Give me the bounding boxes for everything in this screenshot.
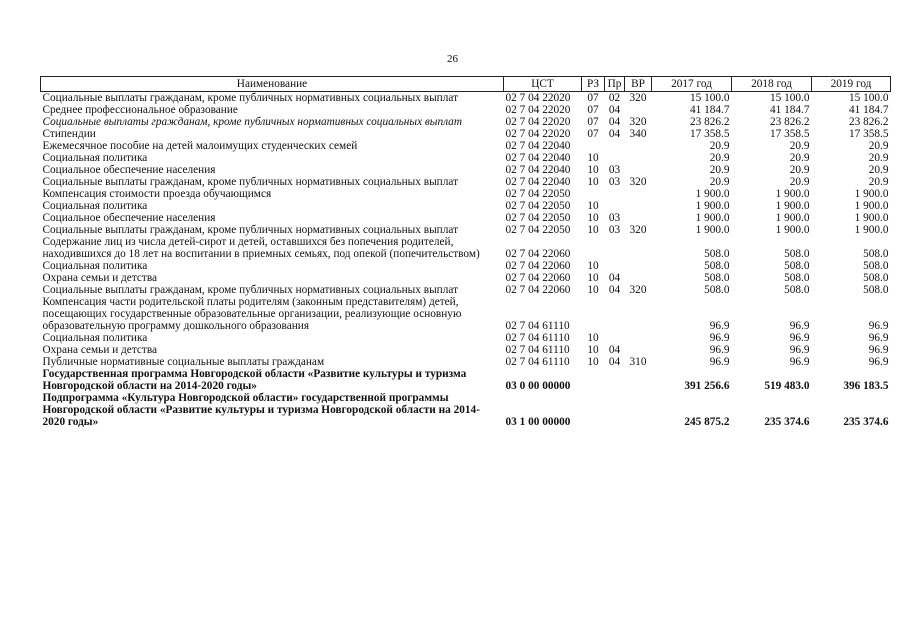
- cell-name: Ежемесячное пособие на детей малоимущих студенческих семей: [42, 140, 358, 152]
- cell-vr: [625, 272, 652, 284]
- cell-cst: 02 7 04 61110: [505, 356, 570, 368]
- table-row: [41, 392, 891, 428]
- table-row: [41, 128, 891, 140]
- cell-y2017: 15 100.0: [689, 92, 730, 104]
- table-row: [41, 260, 891, 272]
- cell-pr: 04: [608, 272, 621, 284]
- table-row: [41, 140, 891, 152]
- cell-vr: 340: [629, 128, 647, 140]
- cell-y2017: 245 875.2: [684, 416, 730, 428]
- cell-y2019: 235 374.6: [843, 416, 889, 428]
- table-row: [41, 368, 891, 392]
- cell-pr: [605, 152, 625, 164]
- cell-y2019: 396 183.5: [843, 380, 889, 392]
- cell-name: Социальные выплаты гражданам, кроме публичных нормативных социальных выплат: [42, 116, 462, 128]
- cell-rz: 10: [587, 200, 599, 212]
- cell-pr: [605, 332, 625, 344]
- cell-y2017: 1 900.0: [695, 212, 730, 224]
- cell-vr: 320: [629, 224, 647, 236]
- table-row: [41, 152, 891, 164]
- cell-y2018: 20.9: [789, 176, 810, 188]
- cell-y2019: 20.9: [868, 176, 889, 188]
- cell-pr: 04: [608, 284, 621, 296]
- cell-vr: [625, 200, 652, 212]
- cell-cst: 02 7 04 22040: [505, 152, 571, 164]
- cell-cst: 02 7 04 22060: [505, 284, 571, 296]
- cell-vr: [625, 368, 652, 392]
- header-2019: 2019 год: [812, 77, 891, 92]
- header-cst: ЦСТ: [504, 77, 582, 92]
- cell-pr: 04: [608, 344, 621, 356]
- cell-y2019: 96.9: [868, 344, 889, 356]
- cell-rz: 10: [587, 284, 599, 296]
- cell-rz: 07: [587, 116, 599, 128]
- cell-y2018: 508.0: [784, 284, 810, 296]
- cell-rz: [582, 368, 605, 392]
- cell-y2018: 41 184.7: [769, 104, 810, 116]
- cell-y2019: 96.9: [868, 320, 889, 332]
- cell-y2017: 23 826.2: [689, 116, 730, 128]
- cell-pr: 03: [608, 164, 621, 176]
- budget-table: [40, 76, 891, 428]
- cell-rz: 10: [587, 356, 599, 368]
- cell-pr: [605, 296, 625, 332]
- cell-vr: [625, 188, 652, 200]
- cell-y2019: 20.9: [868, 152, 889, 164]
- cell-name: Социальные выплаты гражданам, кроме публичных нормативных социальных выплат: [42, 92, 459, 104]
- cell-y2017: 20.9: [709, 176, 730, 188]
- cell-y2017: 508.0: [704, 248, 730, 260]
- cell-cst: 02 7 04 22060: [505, 248, 571, 260]
- cell-name: Стипендии: [42, 128, 96, 140]
- cell-vr: [625, 212, 652, 224]
- cell-name: Социальное обеспечение населения: [42, 164, 216, 176]
- table-row: [41, 296, 891, 332]
- cell-y2019: 23 826.2: [848, 116, 889, 128]
- cell-y2018: 235 374.6: [764, 416, 810, 428]
- cell-name: Социальные выплаты гражданам, кроме публичных нормативных социальных выплат: [42, 176, 459, 188]
- cell-name: Социальная политика: [42, 332, 148, 344]
- cell-y2019: 1 900.0: [854, 212, 889, 224]
- cell-y2019: 1 900.0: [854, 224, 889, 236]
- cell-pr: 04: [608, 356, 621, 368]
- cell-name: Социальная политика: [42, 200, 148, 212]
- table-row: [41, 92, 891, 105]
- cell-y2018: 1 900.0: [775, 212, 810, 224]
- cell-cst: 02 7 04 22020: [505, 104, 571, 116]
- cell-rz: [582, 188, 605, 200]
- cell-pr: [605, 140, 625, 152]
- cell-y2017: 20.9: [709, 140, 730, 152]
- cell-name: Социальные выплаты гражданам, кроме публичных нормативных социальных выплат: [42, 224, 459, 236]
- cell-y2019: 41 184.7: [848, 104, 889, 116]
- cell-y2018: 20.9: [789, 152, 810, 164]
- cell-rz: 07: [587, 104, 599, 116]
- cell-rz: 10: [587, 164, 599, 176]
- cell-pr: 03: [608, 224, 621, 236]
- table-row: [41, 188, 891, 200]
- cell-vr: [625, 332, 652, 344]
- header-2018: 2018 год: [732, 77, 812, 92]
- cell-rz: [582, 392, 605, 428]
- cell-pr: [605, 392, 625, 428]
- cell-cst: 02 7 04 22050: [505, 188, 571, 200]
- cell-y2019: 20.9: [868, 140, 889, 152]
- cell-cst: 02 7 04 22040: [505, 140, 571, 152]
- cell-rz: 07: [587, 92, 599, 104]
- cell-y2018: 96.9: [789, 344, 810, 356]
- cell-y2018: 23 826.2: [769, 116, 810, 128]
- cell-pr: 04: [608, 104, 621, 116]
- table-row: [41, 176, 891, 188]
- cell-pr: 02: [608, 92, 621, 104]
- cell-y2017: 96.9: [709, 344, 730, 356]
- cell-y2019: 20.9: [868, 164, 889, 176]
- table-row: [41, 356, 891, 368]
- cell-name: Подпрограмма «Культура Новгородской области» государственной программы Новгородской области «Развитие культуры и туризма Новгородской области на 2014-2020 годы»: [42, 392, 480, 428]
- table-row: [41, 236, 891, 260]
- cell-rz: 10: [587, 152, 599, 164]
- cell-rz: 10: [587, 176, 599, 188]
- table-row: [41, 164, 891, 176]
- cell-y2018: 17 358.5: [769, 128, 810, 140]
- cell-y2018: 20.9: [789, 140, 810, 152]
- cell-y2019: 508.0: [863, 284, 889, 296]
- header-2017: 2017 год: [652, 77, 732, 92]
- cell-y2019: 96.9: [868, 332, 889, 344]
- cell-rz: [582, 236, 605, 260]
- cell-y2019: 1 900.0: [854, 188, 889, 200]
- cell-name: Компенсация части родительской платы родителям (законным представителям) детей, посещающих государственные образовательные организации, реализующие основную образовательную программу дошкольного образования: [42, 296, 462, 332]
- cell-cst: 02 7 04 22020: [505, 116, 571, 128]
- cell-y2019: 15 100.0: [848, 92, 889, 104]
- cell-name: Социальная политика: [42, 152, 148, 164]
- cell-name: Социальные выплаты гражданам, кроме публичных нормативных социальных выплат: [42, 284, 459, 296]
- cell-vr: [625, 296, 652, 332]
- cell-vr: [625, 392, 652, 428]
- cell-name: Социальное обеспечение населения: [42, 212, 216, 224]
- cell-y2018: 96.9: [789, 320, 810, 332]
- cell-y2019: 1 900.0: [854, 200, 889, 212]
- cell-cst: 02 7 04 22040: [505, 176, 571, 188]
- cell-name: Публичные нормативные социальные выплаты гражданам: [42, 356, 325, 368]
- cell-y2017: 96.9: [709, 332, 730, 344]
- table-row: [41, 272, 891, 284]
- cell-rz: 10: [587, 212, 599, 224]
- table-body: [41, 92, 891, 429]
- cell-name: Охрана семьи и детства: [42, 344, 158, 356]
- cell-y2019: 508.0: [863, 260, 889, 272]
- cell-y2017: 391 256.6: [684, 380, 730, 392]
- cell-pr: 04: [608, 128, 621, 140]
- cell-cst: 02 7 04 22020: [505, 128, 571, 140]
- cell-y2018: 1 900.0: [775, 200, 810, 212]
- cell-vr: [625, 344, 652, 356]
- table-row: [41, 284, 891, 296]
- cell-name: Компенсация стоимости проезда обучающимся: [42, 188, 272, 200]
- cell-y2017: 17 358.5: [689, 128, 730, 140]
- cell-y2019: 17 358.5: [848, 128, 889, 140]
- cell-pr: [605, 200, 625, 212]
- cell-cst: 02 7 04 61110: [505, 320, 570, 332]
- cell-rz: 07: [587, 128, 599, 140]
- cell-vr: [625, 104, 652, 116]
- table-row: [41, 104, 891, 116]
- table-row: [41, 224, 891, 236]
- cell-rz: 10: [587, 332, 599, 344]
- cell-vr: [625, 236, 652, 260]
- cell-y2018: 96.9: [789, 356, 810, 368]
- cell-cst: 02 7 04 22060: [505, 272, 571, 284]
- cell-cst: 02 7 04 61110: [505, 332, 570, 344]
- cell-y2017: 508.0: [704, 260, 730, 272]
- header-vr: ВР: [625, 77, 652, 92]
- cell-pr: 03: [608, 176, 621, 188]
- cell-cst: 02 7 04 61110: [505, 344, 570, 356]
- cell-name: Государственная программа Новгородской области «Развитие культуры и туризма Новгородской области на 2014-2020 годы»: [42, 368, 467, 392]
- cell-vr: 320: [629, 284, 647, 296]
- table-header-row: [41, 77, 891, 92]
- cell-y2017: 1 900.0: [695, 224, 730, 236]
- cell-y2018: 508.0: [784, 248, 810, 260]
- cell-y2017: 508.0: [704, 272, 730, 284]
- cell-vr: 310: [629, 356, 647, 368]
- cell-vr: 320: [629, 176, 647, 188]
- cell-y2017: 41 184.7: [689, 104, 730, 116]
- cell-cst: 03 0 00 00000: [505, 380, 571, 392]
- cell-y2018: 96.9: [789, 332, 810, 344]
- cell-pr: [605, 188, 625, 200]
- cell-vr: [625, 152, 652, 164]
- cell-pr: [605, 236, 625, 260]
- cell-rz: 10: [587, 272, 599, 284]
- cell-y2017: 1 900.0: [695, 200, 730, 212]
- cell-y2018: 20.9: [789, 164, 810, 176]
- cell-pr: 03: [608, 212, 621, 224]
- header-name: Наименование: [41, 77, 504, 92]
- cell-y2018: 1 900.0: [775, 224, 810, 236]
- cell-y2017: 96.9: [709, 356, 730, 368]
- cell-rz: 10: [587, 260, 599, 272]
- cell-y2019: 508.0: [863, 272, 889, 284]
- cell-name: Охрана семьи и детства: [42, 272, 158, 284]
- cell-pr: 04: [608, 116, 621, 128]
- table-row: [41, 212, 891, 224]
- cell-name: Среднее профессиональное образование: [42, 104, 238, 116]
- cell-y2017: 20.9: [709, 164, 730, 176]
- cell-rz: [582, 140, 605, 152]
- table-row: [41, 344, 891, 356]
- cell-y2018: 508.0: [784, 272, 810, 284]
- table-row: [41, 116, 891, 128]
- cell-y2017: 508.0: [704, 284, 730, 296]
- cell-y2017: 96.9: [709, 320, 730, 332]
- cell-y2018: 519 483.0: [764, 380, 810, 392]
- cell-vr: [625, 164, 652, 176]
- header-rz: РЗ: [582, 77, 605, 92]
- cell-pr: [605, 368, 625, 392]
- cell-y2018: 1 900.0: [775, 188, 810, 200]
- header-pr: Пр: [605, 77, 625, 92]
- cell-name: Содержание лиц из числа детей-сирот и детей, оставшихся без попечения родителей, находившихся до 18 лет на воспитании в приемных семьях, под опекой (попечительством): [42, 236, 480, 260]
- cell-cst: 02 7 04 22040: [505, 164, 571, 176]
- cell-vr: [625, 140, 652, 152]
- table-row: [41, 332, 891, 344]
- cell-rz: 10: [587, 344, 599, 356]
- cell-y2017: 1 900.0: [695, 188, 730, 200]
- cell-cst: 02 7 04 22050: [505, 224, 571, 236]
- cell-y2018: 15 100.0: [769, 92, 810, 104]
- cell-cst: 03 1 00 00000: [505, 416, 571, 428]
- cell-rz: 10: [587, 224, 599, 236]
- cell-cst: 02 7 04 22060: [505, 260, 571, 272]
- cell-cst: 02 7 04 22050: [505, 212, 571, 224]
- cell-cst: 02 7 04 22020: [505, 92, 571, 104]
- cell-y2017: 20.9: [709, 152, 730, 164]
- cell-y2019: 508.0: [863, 248, 889, 260]
- cell-rz: [582, 296, 605, 332]
- cell-y2019: 96.9: [868, 356, 889, 368]
- cell-cst: 02 7 04 22050: [505, 200, 571, 212]
- cell-vr: 320: [629, 92, 647, 104]
- cell-vr: 320: [629, 116, 647, 128]
- cell-vr: [625, 260, 652, 272]
- cell-y2018: 508.0: [784, 260, 810, 272]
- cell-pr: [605, 260, 625, 272]
- table-row: [41, 200, 891, 212]
- cell-name: Социальная политика: [42, 260, 148, 272]
- page-number: 26: [447, 53, 458, 65]
